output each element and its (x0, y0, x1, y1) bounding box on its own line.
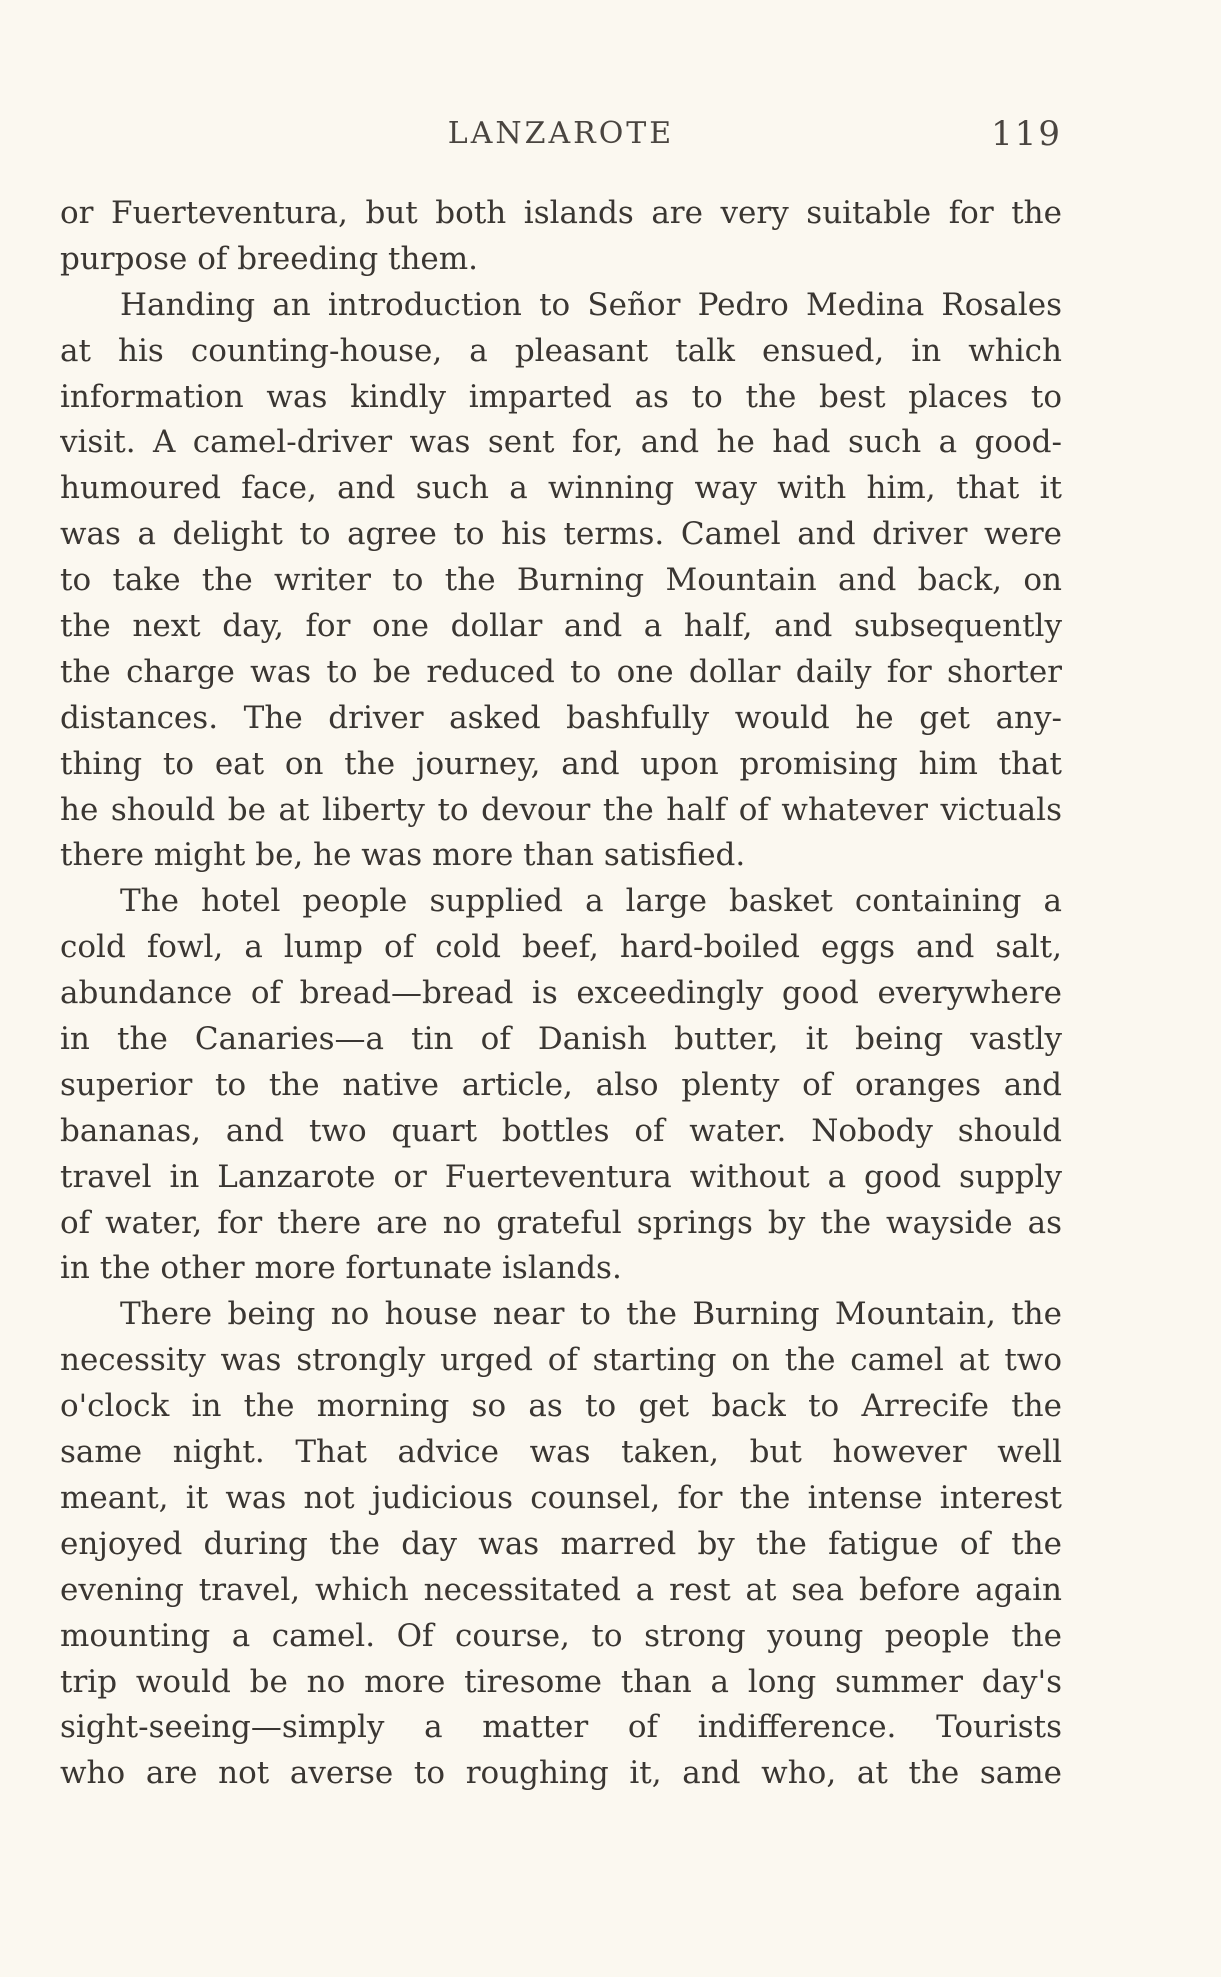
text-line: enjoyed during the day was marred by the fatigue of the (60, 1525, 1062, 1562)
text-line: meant, it was not judicious counsel, for the intense interest (60, 1479, 1062, 1516)
running-title: LANZAROTE (447, 116, 675, 151)
text-line: evening travel, which necessitated a rest at sea before again (60, 1571, 1062, 1608)
text-line: he should be at liberty to devour the half of whatever victuals (60, 791, 1062, 828)
body-text (60, 191, 1062, 1797)
text-line: the next day, for one dollar and a half, and subsequently (60, 608, 1062, 645)
text-line: trip would be no more tiresome than a long summer day's (60, 1663, 1062, 1700)
text-line: o'clock in the morning so as to get back to Arrecife the (60, 1388, 1062, 1425)
text-line: bananas, and two quart bottles of water. Nobody should (60, 1112, 1062, 1149)
text-line: The hotel people supplied a large basket containing a (120, 883, 1062, 920)
text-line: abundance of bread—bread is exceedingly good everywhere (60, 975, 1062, 1012)
page-number: 119 (991, 114, 1062, 154)
text-line: mounting a camel. Of course, to strong young people the (60, 1617, 1062, 1654)
text-line: humoured face, and such a winning way with him, that it (60, 470, 1062, 507)
text-line: the charge was to be reduced to one dollar daily for shorter (60, 653, 1062, 690)
text-line: to take the writer to the Burning Mountain and back, on (60, 562, 1062, 599)
text-line: distances. The driver asked bashfully would he get any- (60, 699, 1062, 736)
text-line: thing to eat on the journey, and upon promising him that (60, 745, 1062, 782)
text-line: information was kindly imparted as to the best places to (60, 378, 1062, 415)
text-line: of water, for there are no grateful springs by the wayside as (60, 1204, 1062, 1241)
text-line: in the other more fortunate islands. (60, 1250, 622, 1287)
text-line: Handing an introduction to Señor Pedro Medina Rosales (120, 286, 1062, 323)
running-head (60, 114, 1062, 154)
text-line: purpose of breeding them. (60, 240, 479, 277)
text-line: necessity was strongly urged of starting on the camel at two (60, 1342, 1062, 1379)
text-line: who are not averse to roughing it, and who, at the same (60, 1755, 1062, 1792)
text-line: visit. A camel-driver was sent for, and he had such a good- (60, 424, 1062, 461)
text-line: superior to the native article, also plenty of oranges and (60, 1066, 1062, 1103)
text-line: sight-seeing—simply a matter of indifference. Tourists (60, 1709, 1062, 1746)
text-line: cold fowl, a lump of cold beef, hard-boiled eggs and salt, (60, 929, 1062, 966)
text-line: in the Canaries—a tin of Danish butter, it being vastly (60, 1021, 1062, 1058)
text-line: same night. That advice was taken, but however well (60, 1434, 1062, 1471)
text-line: travel in Lanzarote or Fuerteventura without a good supply (60, 1158, 1062, 1195)
text-line: or Fuerteventura, but both islands are very suitable for the (60, 195, 1062, 231)
text-line: There being no house near to the Burning Mountain, the (120, 1296, 1062, 1333)
text-line: at his counting-house, a pleasant talk ensued, in which (60, 332, 1062, 369)
text-line: there might be, he was more than satisfied. (60, 837, 746, 874)
text-line: was a delight to agree to his terms. Camel and driver were (60, 516, 1062, 553)
